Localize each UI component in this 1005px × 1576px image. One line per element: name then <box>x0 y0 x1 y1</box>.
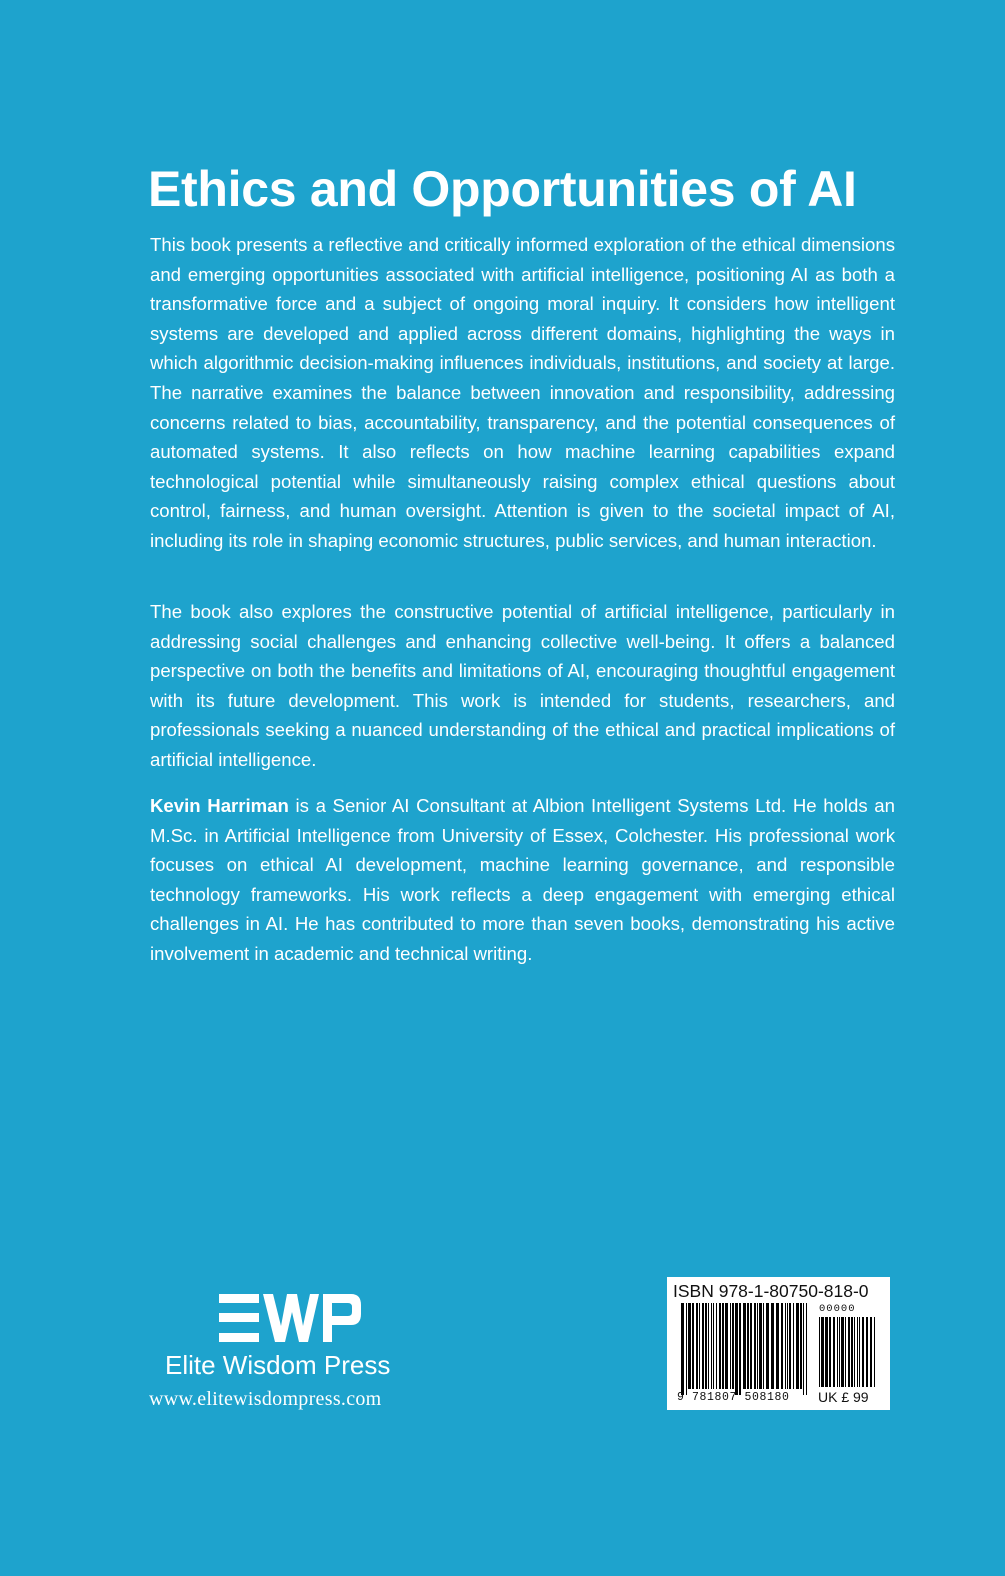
ewp-logo-icon <box>217 1292 363 1344</box>
barcode-addon-digits: 00000 <box>819 1303 856 1315</box>
price-label: UK £ 99 <box>818 1389 869 1405</box>
publisher-name: Elite Wisdom Press <box>165 1350 391 1380</box>
isbn-label: ISBN 978-1-80750-818-0 <box>673 1281 869 1301</box>
author-bio-text: is a Senior AI Consultant at Albion Intelligent Systems Ltd. He holds an M.Sc. in Artificial Intelligence from University of Essex, Colchester. His professional work focuses on ethical AI development, machine learning governance, and responsible technology frameworks. His work reflects a deep engagement with emerging ethical challenges in AI. He has contributed to more than seven books, demonstrating his active involvement in academic and technical writing. <box>150 795 895 964</box>
description-paragraph-1: This book presents a reflective and critically informed exploration of the ethical dimensions and emerging opportunities associated with artificial intelligence, positioning AI as both a transformative force and a subject of ongoing moral inquiry. It considers how intelligent systems are developed and applied across different domains, highlighting the ways in which algorithmic decision-making influences individuals, institutions, and society at large. The narrative examines the balance between innovation and responsibility, addressing concerns related to bias, accountability, transparency, and the potential consequences of automated systems. It also reflects on how machine learning capabilities expand technological potential while simultaneously raising complex ethical questions about control, fairness, and human oversight. Attention is given to the societal impact of AI, including its role in shaping economic structures, public services, and human interaction. <box>150 234 895 551</box>
publisher-logo <box>145 1292 445 1417</box>
isbn-barcode <box>667 1277 890 1410</box>
publisher-website: www.elitewisdompress.com <box>149 1388 382 1410</box>
author-bio <box>150 791 895 969</box>
book-title: Ethics and Opportunities of AI <box>148 161 857 217</box>
author-name: Kevin Harriman <box>150 795 289 816</box>
barcode-digits: 9 781807 508180 <box>677 1391 790 1404</box>
description-paragraph-2: The book also explores the constructive potential of artificial intelligence, particularly in addressing social challenges and enhancing collective well-being. It offers a balanced perspective on both the benefits and limitations of AI, encouraging thoughtful engagement with its future development. This work is intended for students, researchers, and professionals seeking a nuanced understanding of the ethical and practical implications of artificial intelligence. <box>150 601 895 770</box>
